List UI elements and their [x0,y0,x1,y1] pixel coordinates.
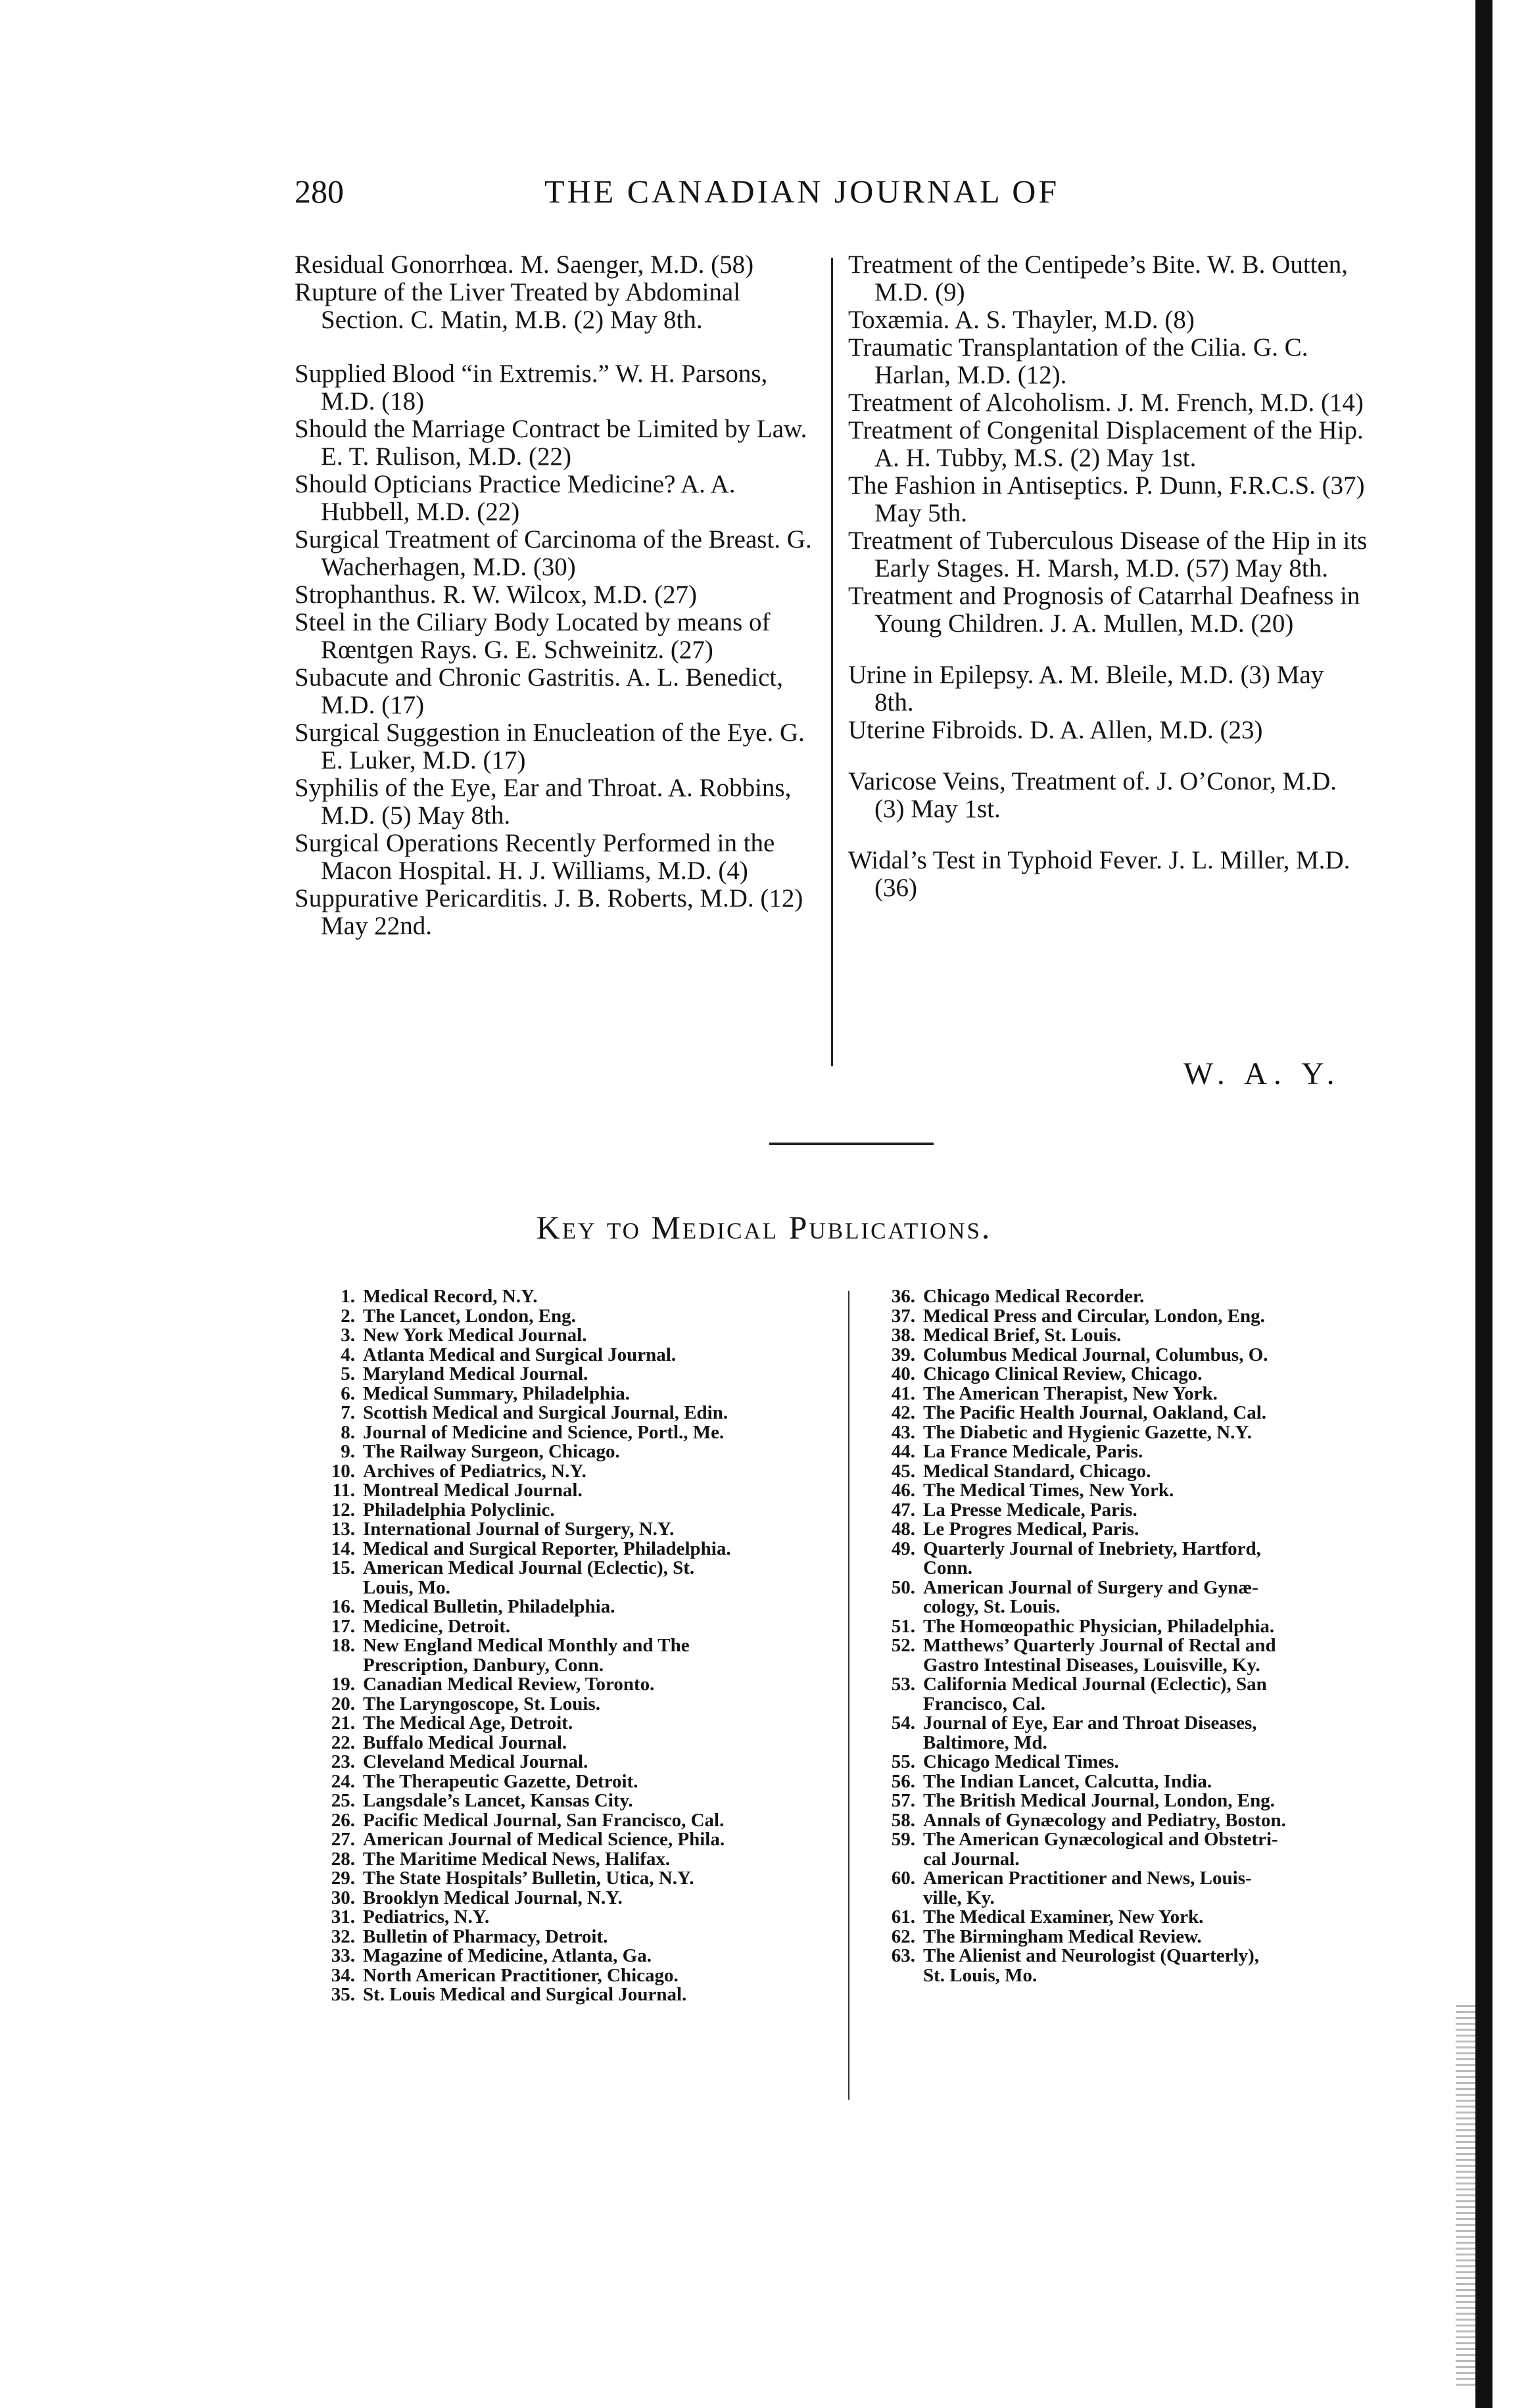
key-column-left [309,1287,835,2005]
key-column-right [869,1287,1395,1985]
index-entry: Supplied Blood “in Extremis.” W. H. Parsons, M.D. (18) [295,360,768,415]
publication-title: The Therapeutic Gazette, Detroit. [363,1770,638,1792]
publication-title: American Practitioner and News, Louis- [923,1868,1252,1889]
index-entry: Surgical Suggestion in Enucleation of the Eye. G. E. Luker, M.D. (17) [295,719,805,774]
publication-number: 2. [341,1305,355,1327]
publication-number: 53. [891,1674,915,1695]
publication-title: Archives of Pediatrics, N.Y. [363,1460,586,1482]
publication-number: 31. [331,1906,355,1927]
publication-title: Medical Summary, Philadelphia. [363,1382,631,1404]
publication-item [309,1811,835,1831]
publication-item [869,1947,1395,1985]
publication-title: The State Hospitals’ Bulletin, Utica, N.Y. [363,1868,694,1889]
publication-item [309,1966,835,1986]
index-entry: Widal’s Test in Typhoid Fever. J. L. Miller, M.D. (36) [848,846,1350,902]
publication-title: The Indian Lancet, Calcutta, India. [923,1770,1212,1792]
publication-number: 42. [891,1402,915,1423]
publication-number: 47. [891,1499,915,1521]
publication-item [309,1559,835,1597]
publication-item [869,1326,1395,1346]
publication-title: Canadian Medical Review, Toronto. [363,1674,655,1695]
publication-item [869,1346,1395,1365]
publication-number: 51. [891,1615,915,1637]
publication-title: Medical Bulletin, Philadelphia. [363,1596,615,1617]
publication-item [309,1384,835,1404]
page-number: 280 [295,173,344,210]
publication-title-continuation: St. Louis, Mo. [923,1964,1038,1986]
publication-item [309,1927,835,1947]
publication-title: The Railway Surgeon, Chicago. [363,1441,620,1462]
publication-title: Journal of Eye, Ear and Throat Diseases, [923,1712,1257,1734]
publication-title: New England Medical Monthly and The [363,1635,690,1656]
publication-title: Magazine of Medicine, Atlanta, Ga. [363,1945,652,1966]
index-entry: Steel in the Ciliary Body Located by means of Rœntgen Rays. G. E. Schweinitz. (27) [295,608,771,664]
publication-item [869,1811,1395,1831]
publication-title: International Journal of Surgery, N.Y. [363,1519,675,1540]
publication-number: 48. [891,1519,915,1540]
publication-number: 61. [891,1906,915,1927]
index-entry: Residual Gonorrhœa. M. Saenger, M.D. (58) [295,250,754,279]
publication-item [869,1714,1395,1753]
publication-title: Medicine, Detroit. [363,1615,511,1637]
publication-number: 52. [891,1635,915,1656]
publication-number: 16. [331,1596,355,1617]
publication-title: Pediatrics, N.Y. [363,1906,490,1927]
publication-number: 4. [341,1344,355,1365]
publication-number: 23. [331,1751,355,1772]
publication-number: 44. [891,1441,915,1462]
index-entry: The Fashion in Antiseptics. P. Dunn, F.R.C.S. (37) May 5th. [848,471,1365,527]
publication-title: The American Therapist, New York. [923,1382,1218,1404]
publication-title: Medical Record, N.Y. [363,1286,538,1307]
publication-item [869,1462,1395,1482]
publication-title: La France Medicale, Paris. [923,1441,1143,1462]
publication-title: The Medical Examiner, New York. [923,1906,1204,1927]
scan-edge-shadow [1475,0,1492,2408]
publication-item [869,1772,1395,1792]
publication-item [869,1365,1395,1384]
publication-item [869,1442,1395,1462]
publication-item [309,1791,835,1811]
publication-item [309,1675,835,1695]
publication-item [309,1423,835,1443]
publication-item [869,1540,1395,1578]
publication-title-continuation: cology, St. Louis. [923,1596,1061,1617]
publication-title: Medical and Surgical Reporter, Philadelphia. [363,1538,731,1559]
publication-item [309,1617,835,1637]
publication-item [309,1772,835,1792]
publication-number: 8. [341,1421,355,1443]
publication-number: 49. [891,1538,915,1559]
key-column-divider [848,1291,849,2100]
publication-number: 25. [331,1790,355,1811]
publication-title: American Journal of Medical Science, Phila. [363,1829,725,1850]
publication-title: The Medical Age, Detroit. [363,1712,573,1734]
publication-item [309,1501,835,1521]
publication-title-continuation: ville, Ky. [923,1887,995,1908]
publication-title: Matthews’ Quarterly Journal of Rectal and [923,1635,1276,1656]
publication-title: Montreal Medical Journal. [363,1480,583,1501]
publication-item [309,1307,835,1327]
publication-item [309,1326,835,1346]
publication-number: 26. [331,1809,355,1831]
index-entry: Treatment of the Centipede’s Bite. W. B. Outten, M.D. (9) [848,250,1349,306]
publication-item [309,1908,835,1927]
publication-number: 46. [891,1480,915,1501]
publication-title: The Maritime Medical News, Halifax. [363,1848,671,1870]
section-divider [769,1143,934,1145]
publication-item [869,1753,1395,1772]
index-entry: Surgical Treatment of Carcinoma of the Breast. G. Wacherhagen, M.D. (30) [295,525,812,581]
publication-title-continuation: Baltimore, Md. [923,1732,1047,1753]
publication-title: The British Medical Journal, London, Eng. [923,1790,1275,1811]
publication-item [309,1985,835,2005]
publication-title: American Medical Journal (Eclectic), St. [363,1557,695,1578]
publication-number: 35. [331,1984,355,2005]
publication-number: 56. [891,1770,915,1792]
publication-item [309,1365,835,1384]
publication-title: Scottish Medical and Surgical Journal, Edin. [363,1402,728,1423]
publication-number: 58. [891,1809,915,1831]
publication-number: 29. [331,1868,355,1889]
publication-item [869,1501,1395,1521]
publication-item [869,1287,1395,1307]
publication-number: 54. [891,1712,915,1734]
publication-title-continuation: Francisco, Cal. [923,1693,1046,1714]
publication-title: Atlanta Medical and Surgical Journal. [363,1344,677,1365]
publication-number: 34. [331,1964,355,1986]
publication-number: 7. [341,1402,355,1423]
publication-title: Medical Press and Circular, London, Eng. [923,1305,1265,1327]
publication-item [869,1927,1395,1947]
publication-number: 18. [331,1635,355,1656]
publication-item [869,1830,1395,1869]
publication-item [309,1850,835,1870]
publication-number: 11. [332,1480,355,1501]
publication-item [309,1714,835,1734]
publication-title-continuation: Conn. [923,1557,972,1578]
publication-item [869,1791,1395,1811]
publication-title: La Presse Medicale, Paris. [923,1499,1137,1521]
index-entry: Varicose Veins, Treatment of. J. O’Conor, M.D. (3) May 1st. [848,767,1337,823]
publication-number: 50. [891,1576,915,1598]
publication-number: 39. [891,1344,915,1365]
publication-item [869,1675,1395,1714]
publication-item [309,1404,835,1423]
publication-number: 6. [341,1382,355,1404]
author-initials: W. A. Y. [1183,1056,1341,1091]
publication-title: California Medical Journal (Eclectic), San [923,1674,1267,1695]
publication-title: Philadelphia Polyclinic. [363,1499,555,1521]
publication-title: The Laryngoscope, St. Louis. [363,1693,600,1714]
publication-title: Chicago Clinical Review, Chicago. [923,1363,1203,1384]
publication-number: 63. [891,1945,915,1966]
publication-number: 28. [331,1848,355,1870]
index-entry: Should the Marriage Contract be Limited by Law. E. T. Rulison, M.D. (22) [295,415,807,471]
publication-item [309,1636,835,1675]
publication-item [869,1908,1395,1927]
publication-number: 32. [331,1925,355,1947]
publication-title: The Birmingham Medical Review. [923,1925,1202,1947]
publication-title: The Pacific Health Journal, Oakland, Cal. [923,1402,1267,1423]
publication-title: North American Practitioner, Chicago. [363,1964,679,1986]
publication-number: 27. [331,1829,355,1850]
publication-number: 33. [331,1945,355,1966]
index-entry: Treatment and Prognosis of Catarrhal Deafness in Young Children. J. A. Mullen, M.D. (20) [848,582,1360,638]
publication-item [869,1307,1395,1327]
publication-title-continuation: Louis, Mo. [363,1576,450,1598]
publication-title: Medical Standard, Chicago. [923,1460,1151,1482]
publication-number: 12. [331,1499,355,1521]
publication-number: 14. [331,1538,355,1559]
publication-item [309,1869,835,1889]
index-entry: Should Opticians Practice Medicine? A. A. Hubbell, M.D. (22) [295,470,736,526]
publication-number: 9. [341,1441,355,1462]
publication-item [309,1947,835,1966]
publication-number: 5. [341,1363,355,1384]
publication-title: Maryland Medical Journal. [363,1363,588,1384]
publication-title: The Homœopathic Physician, Philadelphia. [923,1615,1275,1637]
publication-title: Chicago Medical Times. [923,1751,1119,1772]
publication-number: 38. [891,1325,915,1346]
publication-number: 43. [891,1421,915,1443]
publication-number: 13. [331,1519,355,1540]
publication-item [309,1442,835,1462]
publication-number: 10. [331,1460,355,1482]
publication-title: Annals of Gynæcology and Pediatry, Boston. [923,1809,1286,1831]
publication-number: 1. [341,1286,355,1307]
publication-item [869,1404,1395,1423]
publication-item [869,1869,1395,1908]
publication-title: The American Gynæcological and Obstetri- [923,1829,1278,1850]
index-entry: Uterine Fibroids. D. A. Allen, M.D. (23) [848,716,1263,744]
publication-item [869,1384,1395,1404]
publication-title: American Journal of Surgery and Gynæ- [923,1576,1258,1598]
publication-number: 57. [891,1790,915,1811]
publication-number: 22. [331,1732,355,1753]
publication-title: The Lancet, London, Eng. [363,1305,576,1327]
publication-title: Chicago Medical Recorder. [923,1286,1145,1307]
publication-number: 36. [891,1286,915,1307]
publication-number: 40. [891,1363,915,1384]
publication-item [309,1540,835,1559]
publication-title: The Alienist and Neurologist (Quarterly), [923,1945,1259,1966]
publication-number: 41. [891,1382,915,1404]
publication-item [869,1423,1395,1443]
scan-edge-noise [1456,2005,1475,2386]
running-head: THE CANADIAN JOURNAL OF [544,173,1060,210]
publication-title-continuation: cal Journal. [923,1848,1020,1870]
index-entry: Treatment of Tuberculous Disease of the Hip in its Early Stages. H. Marsh, M.D. (57) May 8th. [848,527,1368,582]
publication-title: Brooklyn Medical Journal, N.Y. [363,1887,623,1908]
publication-title: Le Progres Medical, Paris. [923,1519,1139,1540]
index-entry: Treatment of Alcoholism. J. M. French, M.D. (14) [848,389,1364,417]
publication-title: Quarterly Journal of Inebriety, Hartford, [923,1538,1261,1559]
index-entry: Subacute and Chronic Gastritis. A. L. Benedict, M.D. (17) [295,663,784,719]
index-column-left [295,251,821,940]
publication-title: Bulletin of Pharmacy, Detroit. [363,1925,608,1947]
publication-number: 20. [331,1693,355,1714]
publication-number: 30. [331,1887,355,1908]
publication-number: 15. [331,1557,355,1578]
column-divider [831,258,833,1066]
publication-item [309,1520,835,1540]
index-entry: Urine in Epilepsy. A. M. Bleile, M.D. (3) May 8th. [848,661,1324,717]
publication-item [309,1734,835,1753]
publication-title: Langsdale’s Lancet, Kansas City. [363,1790,633,1811]
index-entry: Strophanthus. R. W. Wilcox, M.D. (27) [295,580,697,609]
publication-number: 62. [891,1925,915,1947]
publication-item [869,1481,1395,1501]
index-column-right [848,251,1368,902]
publication-item [309,1889,835,1908]
publication-number: 45. [891,1460,915,1482]
publication-item [869,1520,1395,1540]
publication-number: 19. [331,1674,355,1695]
publication-title-continuation: Gastro Intestinal Diseases, Louisville, Ky. [923,1654,1260,1676]
index-entry: Traumatic Transplantation of the Cilia. G. C. Harlan, M.D. (12). [848,333,1308,389]
publication-title: The Medical Times, New York. [923,1480,1174,1501]
publication-item [309,1753,835,1772]
publication-item [869,1617,1395,1637]
publication-number: 55. [891,1751,915,1772]
publication-item [869,1636,1395,1675]
index-entry: Syphilis of the Eye, Ear and Throat. A. Robbins, M.D. (5) May 8th. [295,774,792,830]
publication-title: Buffalo Medical Journal. [363,1732,567,1753]
publication-title: Medical Brief, St. Louis. [923,1325,1122,1346]
index-entry: Suppurative Pericarditis. J. B. Roberts, M.D. (12) May 22nd. [295,884,803,940]
publication-number: 3. [341,1325,355,1346]
publication-number: 24. [331,1770,355,1792]
publication-title: Journal of Medicine and Science, Portl., Me. [363,1421,725,1443]
publication-item [309,1462,835,1482]
publication-item [869,1578,1395,1617]
publication-number: 21. [331,1712,355,1734]
page-header [295,172,1123,225]
publication-title: Pacific Medical Journal, San Francisco, Cal. [363,1809,725,1831]
publication-title: Cleveland Medical Journal. [363,1751,588,1772]
publication-title: St. Louis Medical and Surgical Journal. [363,1984,687,2005]
publication-number: 60. [891,1868,915,1889]
publication-title: The Diabetic and Hygienic Gazette, N.Y. [923,1421,1252,1443]
index-entry: Surgical Operations Recently Performed in the Macon Hospital. H. J. Williams, M.D. (4) [295,829,775,885]
publication-title: New York Medical Journal. [363,1325,587,1346]
publication-number: 59. [891,1829,915,1850]
publication-item [309,1346,835,1365]
publication-item [309,1597,835,1617]
publication-number: 37. [891,1305,915,1327]
publication-item [309,1695,835,1714]
publication-item [309,1830,835,1850]
publication-title-continuation: Prescription, Danbury, Conn. [363,1654,604,1676]
publication-item [309,1287,835,1307]
index-entry: Toxæmia. A. S. Thayler, M.D. (8) [848,306,1195,334]
key-title: Key to Medical Publications. [536,1209,992,1246]
index-entry: Treatment of Congenital Displacement of the Hip. A. H. Tubby, M.S. (2) May 1st. [848,416,1364,472]
publication-title: Columbus Medical Journal, Columbus, O. [923,1344,1268,1365]
publication-number: 17. [331,1615,355,1637]
publication-item [309,1481,835,1501]
index-entry: Rupture of the Liver Treated by Abdominal Section. C. Matin, M.B. (2) May 8th. [295,278,741,334]
